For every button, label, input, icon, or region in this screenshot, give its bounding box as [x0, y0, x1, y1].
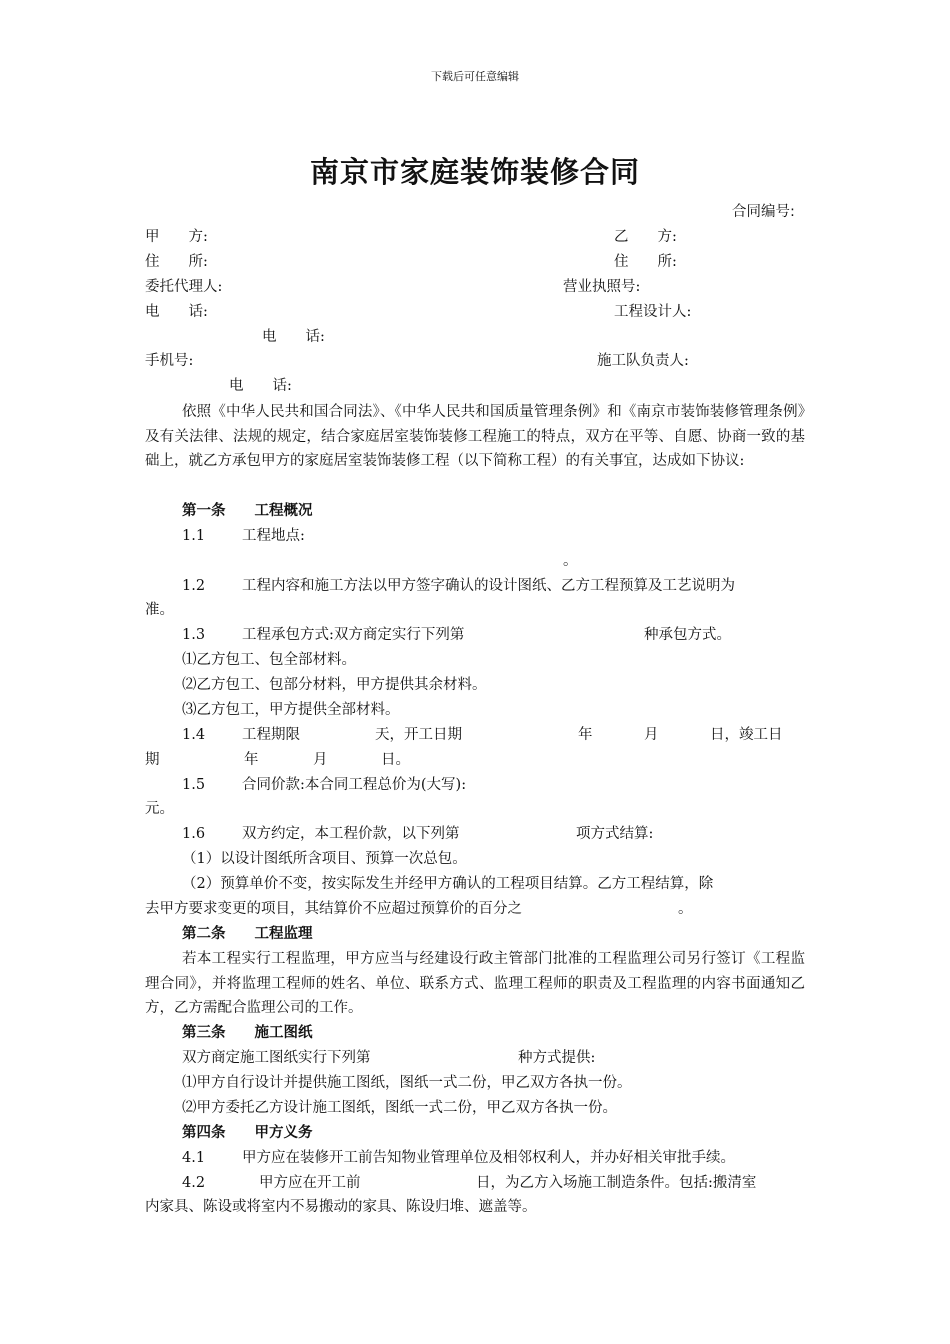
clause-1-1-end: 。 [563, 553, 578, 569]
settlement-option-1: （1）以设计图纸所含项目、预算一次总包。 [182, 851, 467, 867]
party-a-agent-label: 委托代理人: [145, 279, 223, 295]
intro-paragraph: 依照《中华人民共和国合同法》、《中华人民共和国质量管理条例》和《南京市装饰装修管理条例》及有关法律、法规的规定，结合家庭居室装饰装修工程施工的特点，双方在平等、自愿、协商一致的基础上，就乙方承包甲方的家庭居室装饰装修工程（以下简称工程）的有关事宜，达成如下协议: [145, 404, 805, 470]
clause-1-4-day: 日，竣工日 [710, 727, 783, 743]
clause-1-5-unit: 元。 [145, 801, 174, 817]
clause-4-1-number: 4.1 [182, 1150, 206, 1166]
clause-4-2-cont: 内家具、陈设或将室内不易搬动的家具、陈设归堆、遮盖等。 [145, 1199, 537, 1215]
drawing-option-1: ⑴甲方自行设计并提供施工图纸，图纸一式二份，甲乙双方各执一份。 [182, 1075, 632, 1091]
party-b-designer-label: 工程设计人: [614, 304, 692, 320]
article-3-text: 双方商定施工图纸实行下列第 [182, 1050, 371, 1066]
clause-1-3-end: 种承包方式。 [644, 627, 731, 643]
clause-1-4-duration: 工程期限 [242, 727, 300, 743]
settlement-option-2-end: 。 [678, 901, 693, 917]
article-1-heading: 第一条 工程概况 [182, 503, 313, 519]
party-b-leader-label: 施工队负责人: [597, 353, 689, 369]
article-3-text-end: 种方式提供: [518, 1050, 596, 1066]
clause-1-1-text: 工程地点: [242, 528, 305, 544]
party-a-label: 甲 方: [145, 229, 208, 245]
contract-number-label: 合同编号: [732, 204, 795, 220]
clause-1-2-text: 工程内容和施工方法以甲方签字确认的设计图纸、乙方工程预算及工艺说明为 [242, 578, 735, 594]
clause-4-2-text-a: 甲方应在开工前 [259, 1175, 361, 1191]
party-a-mobile-label: 手机号: [145, 353, 194, 369]
clause-4-2-number: 4.2 [182, 1175, 206, 1191]
party-a-address-label: 住 所: [145, 254, 208, 270]
clause-1-5-number: 1.5 [182, 777, 206, 793]
contract-option-3: ⑶乙方包工，甲方提供全部材料。 [182, 702, 400, 718]
contract-option-2: ⑵乙方包工、包部分材料，甲方提供其余材料。 [182, 677, 487, 693]
clause-1-2-number: 1.2 [182, 578, 206, 594]
contract-title: 南京市家庭装饰装修合同 [309, 155, 640, 189]
clause-1-6-end: 项方式结算: [576, 826, 654, 842]
clause-1-5-text: 合同价款:本合同工程总价为(大写): [242, 777, 467, 793]
clause-1-4-day-2: 日。 [381, 752, 410, 768]
clause-1-1-number: 1.1 [182, 528, 206, 544]
party-a-phone-label: 电 话: [145, 304, 208, 320]
header-note: 下载后可任意编辑 [431, 70, 519, 83]
article-2-heading: 第二条 工程监理 [182, 926, 313, 942]
drawing-option-2: ⑵甲方委托乙方设计施工图纸，图纸一式二份，甲乙双方各执一份。 [182, 1100, 617, 1116]
clause-1-4-month-2: 月 [313, 752, 328, 768]
clause-1-4-qi: 期 [145, 752, 160, 768]
settlement-option-2: （2）预算单价不变，按实际发生并经甲方确认的工程项目结算。乙方工程结算，除 [182, 876, 714, 892]
clause-4-1-text: 甲方应在装修开工前告知物业管理单位及相邻权利人，并办好相关审批手续。 [242, 1150, 735, 1166]
article-3-heading: 第三条 施工图纸 [182, 1025, 313, 1041]
clause-4-2-text-b: 日，为乙方入场施工制造条件。包括:搬清室 [476, 1175, 757, 1191]
clause-1-3-number: 1.3 [182, 627, 206, 643]
settlement-option-2-cont: 去甲方要求变更的项目，其结算价不应超过预算价的百分之 [145, 901, 522, 917]
clause-1-6-number: 1.6 [182, 826, 206, 842]
clause-1-4-year: 年 [578, 727, 593, 743]
article-2-text: 若本工程实行工程监理，甲方应当与经建设行政主管部门批准的工程监理公司另行签订《工程监理合同》，并将监理工程师的姓名、单位、联系方式、监理工程师的职责及工程监理的内容书面通知乙方，乙方需配合监理公司的工作。 [145, 951, 805, 1017]
clause-1-6-text: 双方约定，本工程价款，以下列第 [242, 826, 460, 842]
contract-option-1: ⑴乙方包工、包全部材料。 [182, 652, 356, 668]
clause-1-4-month: 月 [644, 727, 659, 743]
clause-1-3-text: 工程承包方式:双方商定实行下列第 [242, 627, 465, 643]
party-b-license-label: 营业执照号: [563, 279, 641, 295]
party-b-address-label: 住 所: [614, 254, 677, 270]
clause-1-2-cont: 准。 [145, 602, 174, 618]
article-4-heading: 第四条 甲方义务 [182, 1125, 313, 1141]
clause-1-4-number: 1.4 [182, 727, 206, 743]
designer-phone-label: 电 话: [262, 329, 325, 345]
party-b-label: 乙 方: [614, 229, 677, 245]
leader-phone-label: 电 话: [229, 378, 292, 394]
clause-1-4-start-date: 天，开工日期 [375, 727, 462, 743]
clause-1-4-year-2: 年 [244, 752, 259, 768]
